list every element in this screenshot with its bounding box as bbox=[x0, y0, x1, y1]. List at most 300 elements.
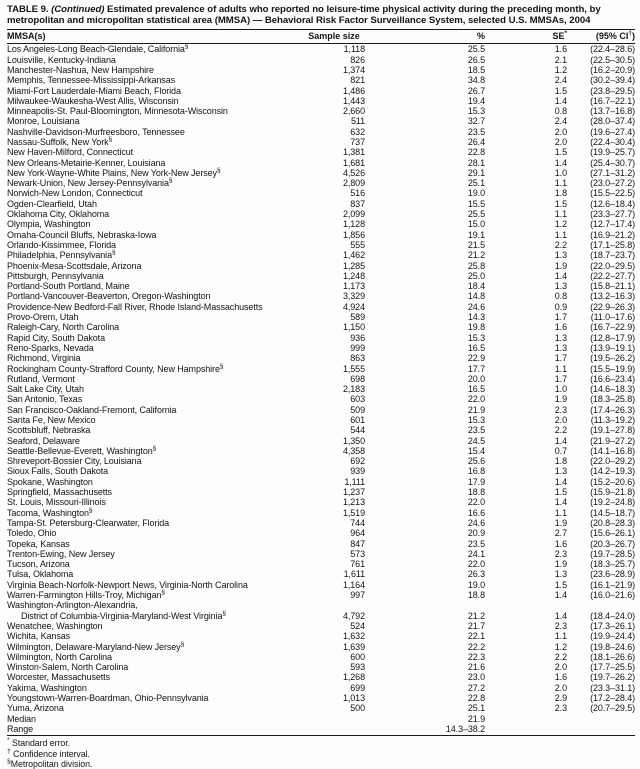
se-cell: 1.9 bbox=[554, 260, 567, 271]
ci-cell: (20.8–28.3) bbox=[590, 517, 635, 528]
mmsa-name-cell: Seaford, Delaware bbox=[7, 435, 80, 446]
sample-size-cell: 593 bbox=[350, 662, 365, 673]
se-cell: 0.9 bbox=[554, 301, 567, 312]
ci-cell: (19.7–26.2) bbox=[590, 672, 635, 683]
sample-size-cell: 544 bbox=[350, 425, 365, 436]
table-row bbox=[7, 75, 635, 85]
mmsa-name-cell: Tucson, Arizona bbox=[7, 559, 70, 570]
table-title-continued: (Continued) bbox=[51, 4, 105, 15]
table-row bbox=[7, 405, 635, 415]
ci-cell: (22.4–28.6) bbox=[590, 44, 635, 55]
mmsa-name-cell: Wilmington, North Carolina bbox=[7, 651, 112, 662]
table-row bbox=[7, 600, 635, 610]
percent-cell bbox=[365, 600, 485, 610]
table-row bbox=[7, 539, 635, 549]
ci-cell: (18.3–25.7) bbox=[590, 559, 635, 570]
ci-cell bbox=[567, 714, 635, 724]
se-cell: 2.0 bbox=[554, 415, 567, 425]
mmsa-name-cell: Norwich-New London, Connecticut bbox=[7, 188, 143, 199]
column-header-sample-size: Sample size bbox=[303, 29, 365, 44]
ci-cell: (16.0–21.6) bbox=[590, 590, 635, 601]
table-row bbox=[7, 652, 635, 662]
percent-cell: 14.3–38.2 bbox=[365, 724, 485, 736]
percent-cell: 29.1 bbox=[467, 167, 485, 178]
se-cell: 1.8 bbox=[554, 188, 567, 199]
mmsa-name-cell: Scottsbluff, Nebraska bbox=[7, 425, 91, 436]
table-row bbox=[7, 672, 635, 682]
percent-cell: 18.8 bbox=[467, 590, 485, 601]
sample-size-cell: 4,924 bbox=[342, 301, 365, 312]
superscript-marker: § bbox=[161, 589, 166, 597]
sample-size-cell: 600 bbox=[350, 651, 365, 662]
percent-cell: 23.5 bbox=[467, 538, 485, 549]
ci-cell: (19.7–28.5) bbox=[590, 548, 635, 559]
sample-size-cell bbox=[303, 714, 365, 724]
ci-cell: (14.6–18.3) bbox=[590, 384, 635, 395]
sample-size-cell: 601 bbox=[350, 415, 365, 425]
se-cell: 1.9 bbox=[554, 517, 567, 528]
mmsa-name-cell: Portland-South Portland, Maine bbox=[7, 281, 130, 292]
percent-cell: 26.4 bbox=[467, 136, 485, 147]
mmsa-name-cell: Provo-Orem, Utah bbox=[7, 312, 79, 323]
mmsa-name-cell: Providence-New Bedford-Fall River, Rhode Island-Massachusetts bbox=[7, 301, 263, 312]
mmsa-name-cell: Toledo, Ohio bbox=[7, 528, 57, 539]
ci-cell: (16.6–23.4) bbox=[590, 373, 635, 384]
mmsa-name-cell: Median bbox=[7, 713, 36, 724]
mmsa-name-cell: Sioux Falls, South Dakota bbox=[7, 466, 109, 477]
sample-size-cell: 936 bbox=[350, 332, 365, 343]
table-row bbox=[7, 631, 635, 641]
table-row bbox=[7, 240, 635, 250]
percent-cell: 14.3 bbox=[467, 312, 485, 323]
sample-size-cell: 826 bbox=[350, 54, 365, 65]
mmsa-name-cell: Manchester-Nashua, New Hampshire bbox=[7, 64, 154, 75]
se-cell: 0.7 bbox=[554, 445, 567, 456]
sample-size-cell: 4,358 bbox=[342, 445, 365, 456]
sample-size-cell: 1,173 bbox=[342, 281, 365, 292]
sample-size-cell: 2,183 bbox=[342, 384, 365, 395]
column-header-ci: (95% CI†) bbox=[567, 29, 635, 44]
se-cell: 1.5 bbox=[554, 85, 567, 96]
ci-cell: (20.7–29.5) bbox=[590, 703, 635, 714]
ci-cell: (23.3–31.1) bbox=[590, 682, 635, 693]
mmsa-name-cell: Monroe, Louisiana bbox=[7, 116, 80, 127]
mmsa-name-cell: Tacoma, Washington§ bbox=[7, 506, 93, 518]
sample-size-cell: 4,792 bbox=[342, 610, 365, 621]
ci-cell: (27.1–31.2) bbox=[590, 167, 635, 178]
mmsa-name-cell: Range bbox=[7, 724, 303, 736]
superscript-marker: § bbox=[88, 506, 93, 514]
mmsa-name-cell: Nashville-Davidson-Murfreesboro, Tennessee bbox=[7, 126, 185, 137]
sample-size-cell: 632 bbox=[350, 126, 365, 137]
ci-cell: (30.2–39.4) bbox=[590, 75, 635, 86]
ci-cell: (25.4–30.7) bbox=[590, 157, 635, 168]
sample-size-cell: 1,374 bbox=[342, 64, 365, 75]
sample-size-cell: 1,285 bbox=[342, 260, 365, 271]
table-row bbox=[7, 518, 635, 528]
mmsa-name-cell: Phoenix-Mesa-Scottsdale, Arizona bbox=[7, 260, 142, 271]
column-header-percent: % bbox=[365, 29, 485, 44]
superscript-marker: § bbox=[152, 444, 157, 452]
se-cell: 1.4 bbox=[554, 95, 567, 106]
table-title-number: TABLE 9. bbox=[7, 4, 52, 15]
se-cell bbox=[485, 714, 567, 724]
table-row bbox=[7, 188, 635, 198]
percent-cell: 19.4 bbox=[467, 95, 485, 106]
ci-cell: (22.4–30.4) bbox=[590, 136, 635, 147]
ci-cell: (11.3–19.2) bbox=[590, 415, 635, 425]
sample-size-cell: 939 bbox=[350, 466, 365, 477]
se-cell: 2.2 bbox=[554, 425, 567, 436]
table-row bbox=[7, 44, 635, 55]
ci-cell: (21.9–27.2) bbox=[590, 435, 635, 446]
table-row bbox=[7, 425, 635, 435]
percent-cell: 24.6 bbox=[467, 517, 485, 528]
sample-size-cell: 573 bbox=[350, 548, 365, 559]
sample-size-cell: 2,809 bbox=[342, 178, 365, 189]
table-row bbox=[7, 333, 635, 343]
se-cell: 1.5 bbox=[554, 147, 567, 158]
mmsa-name-cell: Tulsa, Oklahoma bbox=[7, 569, 74, 580]
mmsa-name-cell: Miami-Fort Lauderdale-Miami Beach, Florida bbox=[7, 85, 181, 96]
percent-cell: 22.1 bbox=[467, 631, 485, 642]
table-row bbox=[7, 312, 635, 322]
table-row bbox=[7, 446, 635, 456]
superscript-marker: § bbox=[180, 640, 185, 648]
percent-cell: 32.7 bbox=[467, 116, 485, 127]
superscript-marker: † bbox=[628, 30, 632, 38]
se-cell bbox=[485, 600, 567, 610]
ci-cell: (13.7–16.8) bbox=[590, 106, 635, 117]
se-cell: 1.4 bbox=[554, 610, 567, 621]
se-cell: 1.7 bbox=[554, 373, 567, 384]
sample-size-cell: 847 bbox=[350, 538, 365, 549]
percent-cell: 26.5 bbox=[467, 54, 485, 65]
table-header-row bbox=[7, 29, 635, 44]
se-cell: 2.0 bbox=[554, 136, 567, 147]
sample-size-cell: 964 bbox=[350, 528, 365, 539]
percent-cell: 22.0 bbox=[467, 394, 485, 405]
se-cell: 1.2 bbox=[554, 219, 567, 230]
mmsa-name-cell: Milwaukee-Waukesha-West Allis, Wisconsin bbox=[7, 95, 179, 106]
se-cell: 2.3 bbox=[554, 404, 567, 415]
percent-cell: 15.3 bbox=[467, 106, 485, 117]
ci-cell: (22.2–27.7) bbox=[590, 270, 635, 281]
ci-cell: (11.0–17.6) bbox=[590, 312, 635, 323]
mmsa-name-cell: Olympia, Washington bbox=[7, 219, 91, 230]
ci-cell bbox=[567, 724, 635, 736]
sample-size-cell: 1,128 bbox=[342, 219, 365, 230]
mmsa-prevalence-table bbox=[7, 29, 635, 736]
table-row bbox=[7, 178, 635, 188]
ci-cell: (17.3–26.1) bbox=[590, 620, 635, 631]
footnote: * Standard error. bbox=[7, 737, 70, 749]
se-cell: 1.3 bbox=[554, 332, 567, 343]
ci-cell: (17.2–28.4) bbox=[590, 693, 635, 704]
se-cell: 1.3 bbox=[554, 250, 567, 261]
column-header-se: SE* bbox=[485, 29, 567, 44]
se-cell: 1.4 bbox=[554, 590, 567, 601]
se-cell: 2.7 bbox=[554, 528, 567, 539]
percent-cell: 20.9 bbox=[467, 528, 485, 539]
percent-cell: 22.3 bbox=[467, 651, 485, 662]
table-row bbox=[7, 55, 635, 65]
superscript-marker: § bbox=[168, 177, 173, 185]
mmsa-name-cell: Youngstown-Warren-Boardman, Ohio-Pennsylvania bbox=[7, 693, 209, 704]
se-cell: 2.2 bbox=[554, 651, 567, 662]
sample-size-cell: 524 bbox=[350, 620, 365, 631]
percent-cell: 15.5 bbox=[467, 198, 485, 209]
sample-size-cell: 737 bbox=[350, 136, 365, 147]
mmsa-name-cell: Raleigh-Cary, North Carolina bbox=[7, 322, 120, 333]
percent-cell: 18.4 bbox=[467, 281, 485, 292]
mmsa-name-cell: Santa Fe, New Mexico bbox=[7, 415, 96, 425]
table-row bbox=[7, 683, 635, 693]
ci-cell: (12.7–17.4) bbox=[590, 219, 635, 230]
superscript-marker: § bbox=[184, 43, 189, 51]
mmsa-name-cell: Portland-Vancouver-Beaverton, Oregon-Washington bbox=[7, 291, 211, 302]
percent-cell: 25.5 bbox=[467, 209, 485, 220]
table-title-text: Estimated prevalence of adults who reported no leisure-time physical activity during the preceding month, by metropolitan and micropolitan statistical area (MMSA) — Behavioral Risk Factor Surveillance System, selected U.S. MMSAs, 2004 bbox=[7, 4, 601, 27]
mmsa-name-cell: Nassau-Suffolk, New York§ bbox=[7, 135, 113, 147]
ci-cell: (15.5–22.5) bbox=[590, 188, 635, 199]
percent-cell: 18.5 bbox=[467, 64, 485, 75]
percent-cell: 25.6 bbox=[467, 456, 485, 467]
mmsa-name-cell: New Orleans-Metairie-Kenner, Louisiana bbox=[7, 157, 166, 168]
table-row bbox=[7, 384, 635, 394]
table-row bbox=[7, 127, 635, 137]
percent-cell: 24.1 bbox=[467, 548, 485, 559]
table-row bbox=[7, 281, 635, 291]
table-row bbox=[7, 559, 635, 569]
sample-size-cell: 1,164 bbox=[342, 579, 365, 590]
se-cell: 1.2 bbox=[554, 64, 567, 75]
table-row bbox=[7, 250, 635, 260]
se-cell: 2.3 bbox=[554, 703, 567, 714]
sample-size-cell: 761 bbox=[350, 559, 365, 570]
percent-cell: 23.5 bbox=[467, 425, 485, 436]
table-row bbox=[7, 724, 635, 736]
se-cell: 2.4 bbox=[554, 116, 567, 127]
percent-cell: 22.8 bbox=[467, 693, 485, 704]
percent-cell: 24.6 bbox=[467, 301, 485, 312]
mmsa-name-cell: Wenatchee, Washington bbox=[7, 620, 103, 631]
ci-cell: (15.2–20.6) bbox=[590, 476, 635, 487]
percent-cell: 25.1 bbox=[467, 703, 485, 714]
percent-cell: 21.2 bbox=[467, 250, 485, 261]
superscript-marker: * bbox=[564, 30, 567, 38]
sample-size-cell: 1,268 bbox=[342, 672, 365, 683]
percent-cell: 19.0 bbox=[467, 188, 485, 199]
table-row bbox=[7, 374, 635, 384]
percent-cell: 15.3 bbox=[467, 332, 485, 343]
sample-size-cell: 1,248 bbox=[342, 270, 365, 281]
sample-size-cell: 699 bbox=[350, 682, 365, 693]
mmsa-name-cell: District of Columbia-Virginia-Maryland-West Virginia§ bbox=[21, 609, 226, 621]
se-cell: 1.1 bbox=[554, 631, 567, 642]
ci-cell: (23.0–27.2) bbox=[590, 178, 635, 189]
ci-cell: (12.8–17.9) bbox=[590, 332, 635, 343]
sample-size-cell: 2,660 bbox=[342, 106, 365, 117]
ci-cell: (16.1–21.9) bbox=[590, 579, 635, 590]
percent-cell: 14.8 bbox=[467, 291, 485, 302]
se-cell: 1.1 bbox=[554, 178, 567, 189]
sample-size-cell: 744 bbox=[350, 517, 365, 528]
se-cell: 1.7 bbox=[554, 312, 567, 323]
ci-cell: (19.1–27.8) bbox=[590, 425, 635, 436]
percent-cell: 21.2 bbox=[467, 610, 485, 621]
se-cell: 1.1 bbox=[554, 209, 567, 220]
table-row bbox=[7, 642, 635, 652]
table-row bbox=[7, 106, 635, 116]
percent-cell: 17.7 bbox=[467, 363, 485, 374]
sample-size-cell: 999 bbox=[350, 342, 365, 353]
sample-size-cell: 1,555 bbox=[342, 363, 365, 374]
mmsa-name-cell: Washington-Arlington-Alexandria, bbox=[7, 600, 138, 611]
sample-size-cell bbox=[303, 724, 365, 736]
mmsa-name-cell: Philadelphia, Pennsylvania§ bbox=[7, 249, 116, 261]
mmsa-name-cell: St. Louis, Missouri-Illinois bbox=[7, 497, 106, 508]
percent-cell: 16.8 bbox=[467, 466, 485, 477]
column-header-mmsa: MMSA(s) bbox=[7, 29, 303, 44]
se-cell: 1.3 bbox=[554, 281, 567, 292]
sample-size-cell: 603 bbox=[350, 394, 365, 405]
table-row bbox=[7, 714, 635, 724]
ci-cell: (19.6–27.4) bbox=[590, 126, 635, 137]
mmsa-name-cell: Springfield, Massachusetts bbox=[7, 487, 112, 498]
table-row bbox=[7, 528, 635, 538]
ci-cell: (28.0–37.4) bbox=[590, 116, 635, 127]
table-row bbox=[7, 662, 635, 672]
sample-size-cell: 997 bbox=[350, 590, 365, 601]
ci-cell: (22.0–29.5) bbox=[590, 260, 635, 271]
se-cell: 1.6 bbox=[554, 538, 567, 549]
table-row bbox=[7, 65, 635, 75]
table-row bbox=[7, 394, 635, 404]
ci-cell: (14.1–16.8) bbox=[590, 445, 635, 456]
table-row bbox=[7, 508, 635, 518]
sample-size-cell: 1,237 bbox=[342, 487, 365, 498]
sample-size-cell: 4,526 bbox=[342, 167, 365, 178]
superscript-marker: § bbox=[108, 135, 113, 143]
mmsa-name-cell: Warren-Farmington Hills-Troy, Michigan§ bbox=[7, 589, 166, 601]
footnote: §Metropolitan division. bbox=[7, 758, 93, 769]
percent-cell: 16.5 bbox=[467, 342, 485, 353]
ci-cell: (13.2–16.3) bbox=[590, 291, 635, 302]
ci-cell: (17.7–25.5) bbox=[590, 662, 635, 673]
ci-cell: (19.9–24.4) bbox=[590, 631, 635, 642]
table-row bbox=[7, 271, 635, 281]
sample-size-cell: 1,350 bbox=[342, 435, 365, 446]
ci-cell: (18.1–26.6) bbox=[590, 651, 635, 662]
table-row bbox=[7, 549, 635, 559]
ci-cell: (16.9–21.2) bbox=[590, 229, 635, 240]
mmsa-name-cell: Winston-Salem, North Carolina bbox=[7, 662, 129, 673]
table-row bbox=[7, 343, 635, 353]
se-cell: 1.8 bbox=[554, 456, 567, 467]
percent-cell: 23.5 bbox=[467, 126, 485, 137]
mmsa-name-cell: Rockingham County-Strafford County, New Hampshire§ bbox=[7, 362, 224, 374]
mmsa-name-cell: Richmond, Virginia bbox=[7, 353, 81, 364]
percent-cell: 27.2 bbox=[467, 682, 485, 693]
superscript-marker: § bbox=[111, 249, 116, 257]
sample-size-cell: 1,443 bbox=[342, 95, 365, 106]
se-cell: 2.0 bbox=[554, 126, 567, 137]
percent-cell: 17.9 bbox=[467, 476, 485, 487]
footnote-marker: * bbox=[7, 737, 10, 745]
mmsa-name-cell: New York-Wayne-White Plains, New York-New Jersey§ bbox=[7, 166, 221, 178]
mmsa-name-cell: Wilmington, Delaware-Maryland-New Jersey§ bbox=[7, 640, 185, 652]
sample-size-cell: 863 bbox=[350, 353, 365, 364]
ci-cell: (17.1–25.8) bbox=[590, 239, 635, 250]
percent-cell: 21.5 bbox=[467, 239, 485, 250]
se-cell: 1.1 bbox=[554, 363, 567, 374]
sample-size-cell: 1,462 bbox=[342, 250, 365, 261]
sample-size-cell: 698 bbox=[350, 373, 365, 384]
table-row bbox=[7, 436, 635, 446]
mmsa-name-cell: Seattle-Bellevue-Everett, Washington§ bbox=[7, 444, 157, 456]
percent-cell: 25.8 bbox=[467, 260, 485, 271]
mmsa-name-cell: Oklahoma City, Oklahoma bbox=[7, 209, 110, 220]
mmsa-name-cell: Tampa-St. Petersburg-Clearwater, Florida bbox=[7, 517, 170, 528]
sample-size-cell: 589 bbox=[350, 312, 365, 323]
table-row bbox=[7, 456, 635, 466]
se-cell: 1.4 bbox=[554, 476, 567, 487]
percent-cell: 16.6 bbox=[467, 507, 485, 518]
mmsa-name-cell: Wichita, Kansas bbox=[7, 631, 71, 642]
se-cell: 1.4 bbox=[554, 435, 567, 446]
se-cell: 1.3 bbox=[554, 342, 567, 353]
ci-cell: (23.8–29.5) bbox=[590, 85, 635, 96]
ci-cell: (15.5–19.9) bbox=[590, 363, 635, 374]
sample-size-cell: 516 bbox=[350, 188, 365, 199]
ci-cell: (18.3–25.8) bbox=[590, 394, 635, 405]
sample-size-cell: 1,213 bbox=[342, 497, 365, 508]
ci-cell: (12.6–18.4) bbox=[590, 198, 635, 209]
sample-size-cell: 837 bbox=[350, 198, 365, 209]
percent-cell: 15.4 bbox=[467, 445, 485, 456]
percent-cell: 20.0 bbox=[467, 373, 485, 384]
sample-size-cell: 1,856 bbox=[342, 229, 365, 240]
se-cell: 2.2 bbox=[554, 239, 567, 250]
ci-cell: (22.0–29.2) bbox=[590, 456, 635, 467]
se-cell: 2.0 bbox=[554, 662, 567, 673]
se-cell: 1.4 bbox=[554, 270, 567, 281]
sample-size-cell bbox=[303, 600, 365, 610]
ci-cell: (19.8–24.6) bbox=[590, 641, 635, 652]
ci-cell: (15.6–26.1) bbox=[590, 528, 635, 539]
se-cell: 1.0 bbox=[554, 384, 567, 395]
percent-cell: 25.0 bbox=[467, 270, 485, 281]
sample-size-cell: 1,632 bbox=[342, 631, 365, 642]
mmsa-name-cell: Minneapolis-St. Paul-Bloomington, Minnesota-Wisconsin bbox=[7, 106, 228, 117]
sample-size-cell: 1,519 bbox=[342, 507, 365, 518]
table-row bbox=[7, 415, 635, 425]
ci-cell: (15.9–21.8) bbox=[590, 487, 635, 498]
se-cell: 1.5 bbox=[554, 198, 567, 209]
se-cell: 1.5 bbox=[554, 579, 567, 590]
table-row bbox=[7, 569, 635, 579]
ci-cell: (15.8–21.1) bbox=[590, 281, 635, 292]
ci-cell: (17.4–26.3) bbox=[590, 404, 635, 415]
se-cell: 1.7 bbox=[554, 353, 567, 364]
se-cell: 1.5 bbox=[554, 487, 567, 498]
percent-cell: 22.8 bbox=[467, 147, 485, 158]
table-row bbox=[7, 116, 635, 126]
table-row bbox=[7, 219, 635, 229]
se-cell: 1.1 bbox=[554, 229, 567, 240]
mmsa-name-cell: Shreveport-Bossier City, Louisiana bbox=[7, 456, 142, 467]
